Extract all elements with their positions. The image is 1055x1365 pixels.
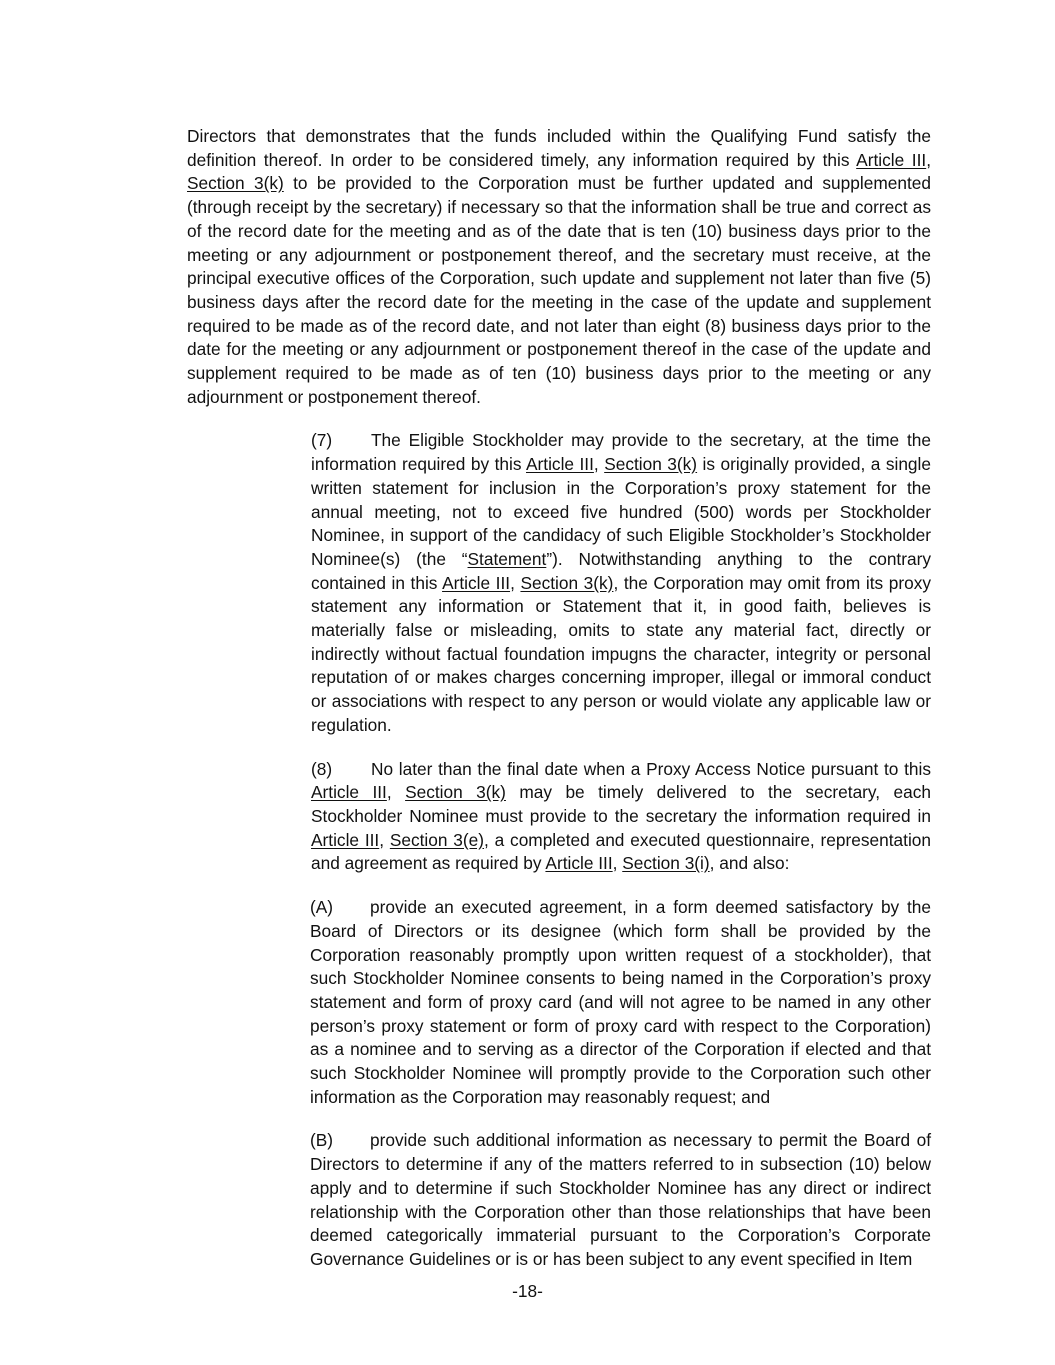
subparagraph-letter: (B) <box>310 1130 334 1151</box>
section-reference: Section 3(i) <box>622 853 710 874</box>
paragraph-text: ”). Notwithstanding anything to the contrary contained in this <box>311 548 931 593</box>
subparagraph-letter: (A) <box>310 897 334 918</box>
subparagraph-text: provide such additional information as necessary to permit the Board of Directors to determine if any of the matters referred to in subsection (10) below apply and to determine if such Stockholder Nominee has any direct or indirect relationship with the Corporation other than those relationships that have been deemed categorically immaterial pursuant to the Corporation’s Corporate Governance Guidelines or is or has been subject to any event specified in Item <box>310 1130 931 1269</box>
article-reference: Article III <box>545 853 613 874</box>
paragraph-continuation <box>187 125 931 409</box>
paragraph-text: Directors that demonstrates that the funds included within the Qualifying Fund satisfy the definition thereof. In order to be considered timely, any information required by this <box>187 126 931 170</box>
page-number: -18- <box>512 1281 543 1301</box>
separator: , <box>386 782 406 803</box>
section-reference: Section 3(k) <box>520 572 614 593</box>
separator: , <box>926 149 932 170</box>
section-reference: Section 3(e) <box>389 829 485 850</box>
article-reference: Article III <box>526 454 594 475</box>
section-reference: Section 3(k) <box>405 782 506 803</box>
paragraph-text: may be timely delivered to the secretary, each Stockholder Nominee must provide to the secretary the information required in <box>311 782 932 826</box>
paragraph-number: (7) <box>311 430 333 451</box>
article-reference: Article III <box>442 572 511 593</box>
paragraph-7 <box>187 429 931 737</box>
paragraph-text: , the Corporation may omit from its proxy statement any information or Statement that it, in good faith, believes is materially false or misleading, omits to state any material fact, directly or indirectly without factual foundation impugns the character, integrity or personal reputation of or makes charges concerning improper, illegal or immoral conduct or associations with respect to any person or would violate any applicable law or regulation. <box>311 572 931 735</box>
separator: , <box>379 829 390 850</box>
subparagraph-b <box>248 1129 931 1271</box>
paragraph-text: The Eligible Stockholder may provide to the secretary, at the time the information required by this <box>311 430 931 475</box>
separator: , <box>612 853 623 874</box>
section-reference: Section 3(k) <box>187 173 284 194</box>
paragraph-text: to be provided to the Corporation must be further updated and supplemented (through receipt by the secretary) if necessary so that the information shall be true and correct as of the record date for the meeting and as of the date that is ten (10) business days prior to the meeting or any adjournment or postponement thereof, and the secretary must receive, at the principal executive offices of the Corporation, such update and supplement not later than five (5) business days after the record date for the meeting in the case of the update and supplement required to be made as of the record date, and not later than eight (8) business days prior to the date for the meeting or any adjournment or postponement thereof in the case of the update and supplement required to be made as of ten (10) business days prior to the meeting or any adjournment or postponement thereof. <box>187 173 931 407</box>
article-reference: Article III <box>311 829 380 850</box>
article-reference: Article III <box>311 782 387 803</box>
paragraph-text: , a completed and executed questionnaire, representation and agreement as required by <box>311 829 932 874</box>
subparagraph-a <box>248 896 931 1109</box>
separator: , <box>593 454 605 475</box>
paragraph-text: is originally provided, a single written statement for inclusion in the Corporation’s proxy statement for the annual meeting, not to exceed five hundred (500) words per Stockholder Nominee, in support of the candidacy of such Eligible Stockholder’s Stockholder Nominee(s) (the “ <box>311 454 931 569</box>
subparagraph-text: provide an executed agreement, in a form deemed satisfactory by the Board of Directors or its designee (which form shall be provided by the Corporation reasonably promptly upon written request of a stockholder), that such Stockholder Nominee consents to being named in the Corporation’s proxy statement and form of proxy card (and will not agree to be named in any other person’s proxy statement or form of proxy card with respect to the Corporation) as a nominee and to serving as a director of the Corporation if elected and that such Stockholder Nominee will promptly provide to the Corporation such other information as the Corporation may reasonably request; and <box>310 897 931 1107</box>
paragraph-number: (8) <box>311 758 333 779</box>
document-page <box>187 125 931 1292</box>
defined-term: Statement <box>467 548 547 569</box>
article-reference: Article III <box>856 149 927 170</box>
paragraph-text: , and also: <box>709 853 790 874</box>
section-reference: Section 3(k) <box>604 454 698 475</box>
paragraph-text: No later than the final date when a Proxy Access Notice pursuant to this <box>371 758 931 779</box>
separator: , <box>510 572 521 593</box>
paragraph-8 <box>187 758 931 877</box>
